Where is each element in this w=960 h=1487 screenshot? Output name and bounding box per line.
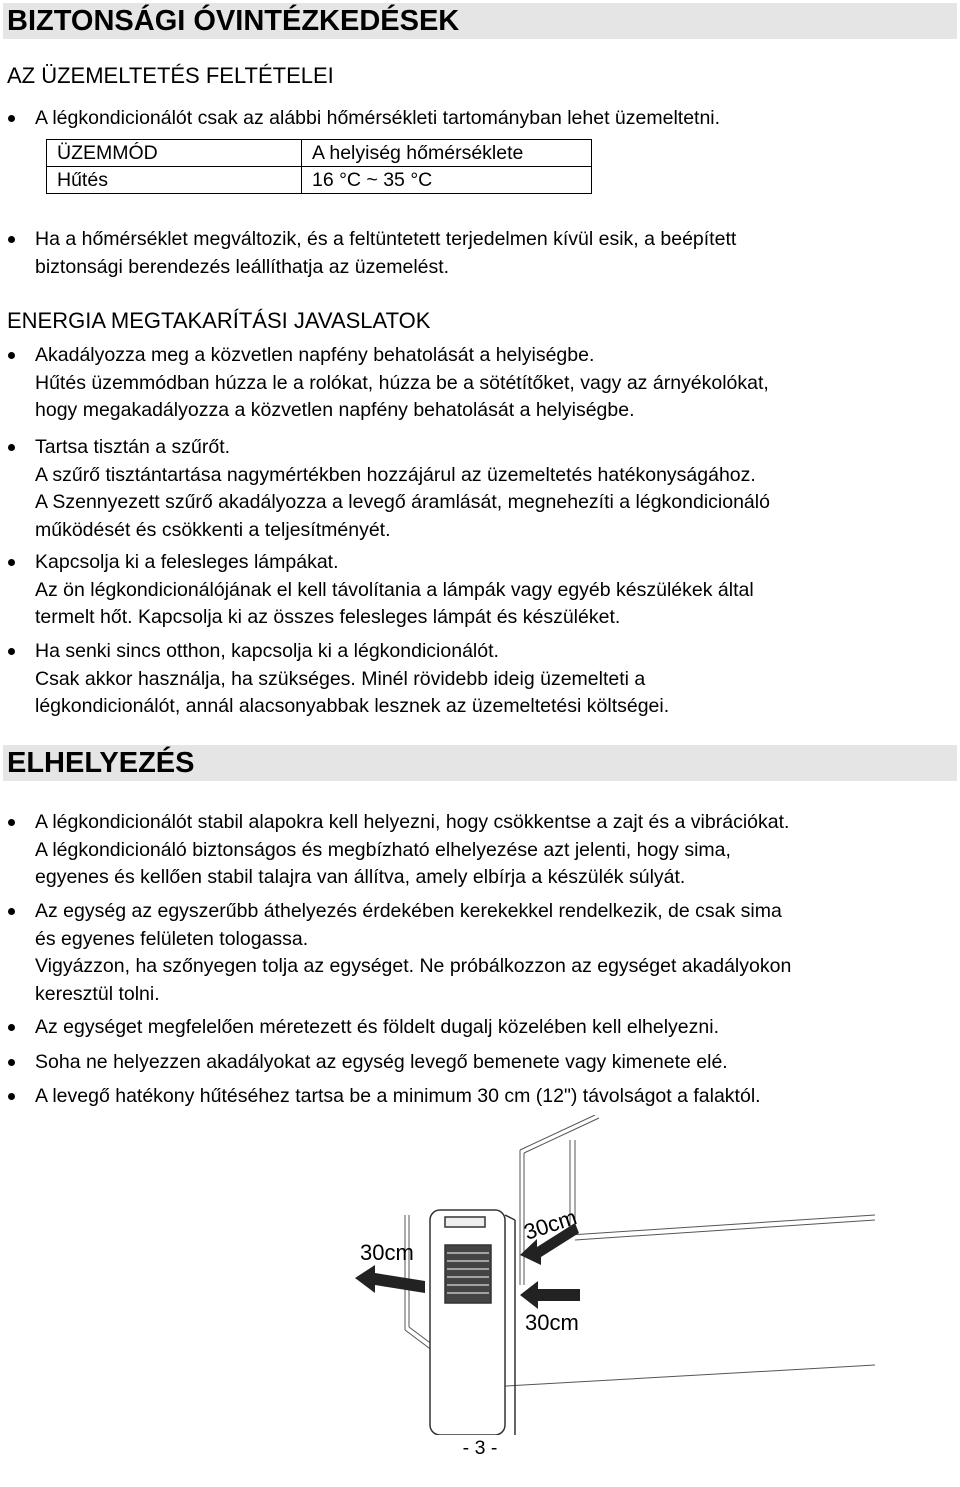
left-arrow <box>355 1265 425 1293</box>
bullet-text: termelt hőt. Kapcsolja ki az összes felesleges lámpát és készüléket. <box>35 606 621 628</box>
bullet-icon <box>8 648 15 655</box>
bullet-text: Soha ne helyezzen akadályokat az egység levegő bemenete vagy kimenete elé. <box>35 1051 728 1073</box>
clearance-right-bottom-label: 30cm <box>525 1310 579 1335</box>
placement-item-1 <box>0 809 960 892</box>
clearance-illustration <box>275 1115 875 1487</box>
list-item <box>0 226 960 281</box>
placement-item-4 <box>0 1049 960 1077</box>
bullet-icon <box>8 352 15 359</box>
bullet-icon <box>8 819 15 826</box>
air-conditioner-unit <box>430 1210 515 1435</box>
bullet-text: keresztül tolni. <box>35 982 160 1005</box>
bullet-icon <box>8 236 15 243</box>
bullet-text: légkondicionálót, annál alacsonyabbak lesznek az üzemeltetési költségei. <box>35 695 670 717</box>
clearance-drawing <box>275 1115 875 1435</box>
list-item <box>0 549 960 632</box>
bullet-icon <box>8 444 15 451</box>
bullet-text: A Szennyezett szűrő akadályozza a levegő áramlását, megnehezíti a légkondicionáló <box>35 491 770 513</box>
table-cell: Hűtés <box>47 167 302 194</box>
bullet-text: A levegő hatékony hűtéséhez tartsa be a minimum 30 cm (12") távolságot a falaktól. <box>35 1085 761 1107</box>
section-title-placement: ELHELYEZÉS <box>3 745 957 781</box>
bullet-icon <box>8 559 15 566</box>
list-item <box>0 638 960 721</box>
bullet-text: Ha a hőmérséklet megváltozik, és a feltüntetett terjedelmen kívül esik, a beépített <box>35 228 737 250</box>
section-title-safety: BIZTONSÁGI ÓVINTÉZKEDÉSEK <box>3 3 957 39</box>
bullet-text: Az egységet megfelelően méretezett és földelt dugalj közelében kell elhelyezni. <box>35 1016 719 1038</box>
bullet-text: Akadályozza meg a közvetlen napfény behatolását a helyiségbe. <box>35 344 595 366</box>
placement-item-5 <box>0 1083 960 1111</box>
energy-saving-heading: ENERGIA MEGTAKARÍTÁSI JAVASLATOK <box>7 308 431 333</box>
bullet-text: A szűrő tisztántartása nagymértékben hozzájárul az üzemeltetés hatékonyságához. <box>35 463 756 486</box>
bullet-text: Az egység az egyszerűbb áthelyezés érdekében kerekekkel rendelkezik, de csak sima <box>35 900 782 922</box>
placement-item-2 <box>0 898 960 1008</box>
list-item <box>0 898 960 1008</box>
bullet-text: A légkondicionálót stabil alapokra kell helyezni, hogy csökkentse a zajt és a vibrációkat. <box>35 811 790 833</box>
energy-item-2 <box>0 434 960 544</box>
bullet-icon <box>8 115 15 122</box>
placement-item-3 <box>0 1014 960 1042</box>
bullet-text: működését és csökkenti a teljesítményét. <box>35 518 391 541</box>
bullet-icon <box>8 1024 15 1031</box>
table-row <box>47 167 592 194</box>
bullet-icon <box>8 1093 15 1100</box>
list-item <box>0 1014 960 1042</box>
bullet-text: és egyenes felületen tologassa. <box>35 927 309 950</box>
energy-item-1 <box>0 342 960 425</box>
bullet-text: Csak akkor használja, ha szükséges. Minél rövidebb ideig üzemelteti a <box>35 667 646 690</box>
energy-item-3 <box>0 549 960 632</box>
bullet-icon <box>8 1059 15 1066</box>
bullet-text: biztonsági berendezés leállíthatja az üzemelést. <box>35 255 450 278</box>
right-bottom-arrow <box>520 1281 580 1309</box>
list-item <box>0 105 960 133</box>
operating-intro <box>0 105 960 133</box>
bullet-text: egyenes és kellően stabil talajra van állítva, amely elbírja a készülék súlyát. <box>35 866 686 888</box>
bullet-icon <box>8 908 15 915</box>
list-item <box>0 434 960 544</box>
bullet-text: hogy megakadályozza a közvetlen napfény behatolását a helyiségbe. <box>35 399 635 421</box>
bullet-text: A légkondicionáló biztonságos és megbízható elhelyezése azt jelenti, hogy sima, <box>35 838 731 861</box>
temperature-table <box>46 139 592 194</box>
table-header-cell: ÜZEMMÓD <box>47 140 302 167</box>
bullet-text: A légkondicionálót csak az alábbi hőmérsékleti tartományban lehet üzemeltetni. <box>35 107 721 129</box>
table-header-cell: A helyiség hőmérséklete <box>302 140 592 167</box>
table-header-row <box>47 140 592 167</box>
list-item <box>0 809 960 892</box>
list-item <box>0 342 960 425</box>
list-item <box>0 1083 960 1111</box>
operating-conditions-heading: AZ ÜZEMELTETÉS FELTÉTELEI <box>7 63 334 88</box>
bullet-text: Az ön légkondicionálójának el kell távolítania a lámpák vagy egyéb készülékek által <box>35 578 754 601</box>
bullet-text: Kapcsolja ki a felesleges lámpákat. <box>35 551 339 573</box>
bullet-text: Hűtés üzemmódban húzza le a rolókat, húzza be a sötétítőket, vagy az árnyékolókat, <box>35 371 769 394</box>
clearance-right-top-label: 30cm <box>520 1204 580 1245</box>
list-item <box>0 1049 960 1077</box>
page-number: - 3 - <box>462 1437 498 1459</box>
bullet-text: Vigyázzon, ha szőnyegen tolja az egységet. Ne próbálkozzon az egységet akadályokon <box>35 955 792 977</box>
clearance-left-label: 30cm <box>360 1240 414 1265</box>
energy-item-4 <box>0 638 960 721</box>
operating-note <box>0 226 960 281</box>
bullet-text: Ha senki sincs otthon, kapcsolja ki a légkondicionálót. <box>35 640 499 662</box>
table-cell: 16 °C ~ 35 °C <box>302 167 592 194</box>
bullet-text: Tartsa tisztán a szűrőt. <box>35 436 231 458</box>
